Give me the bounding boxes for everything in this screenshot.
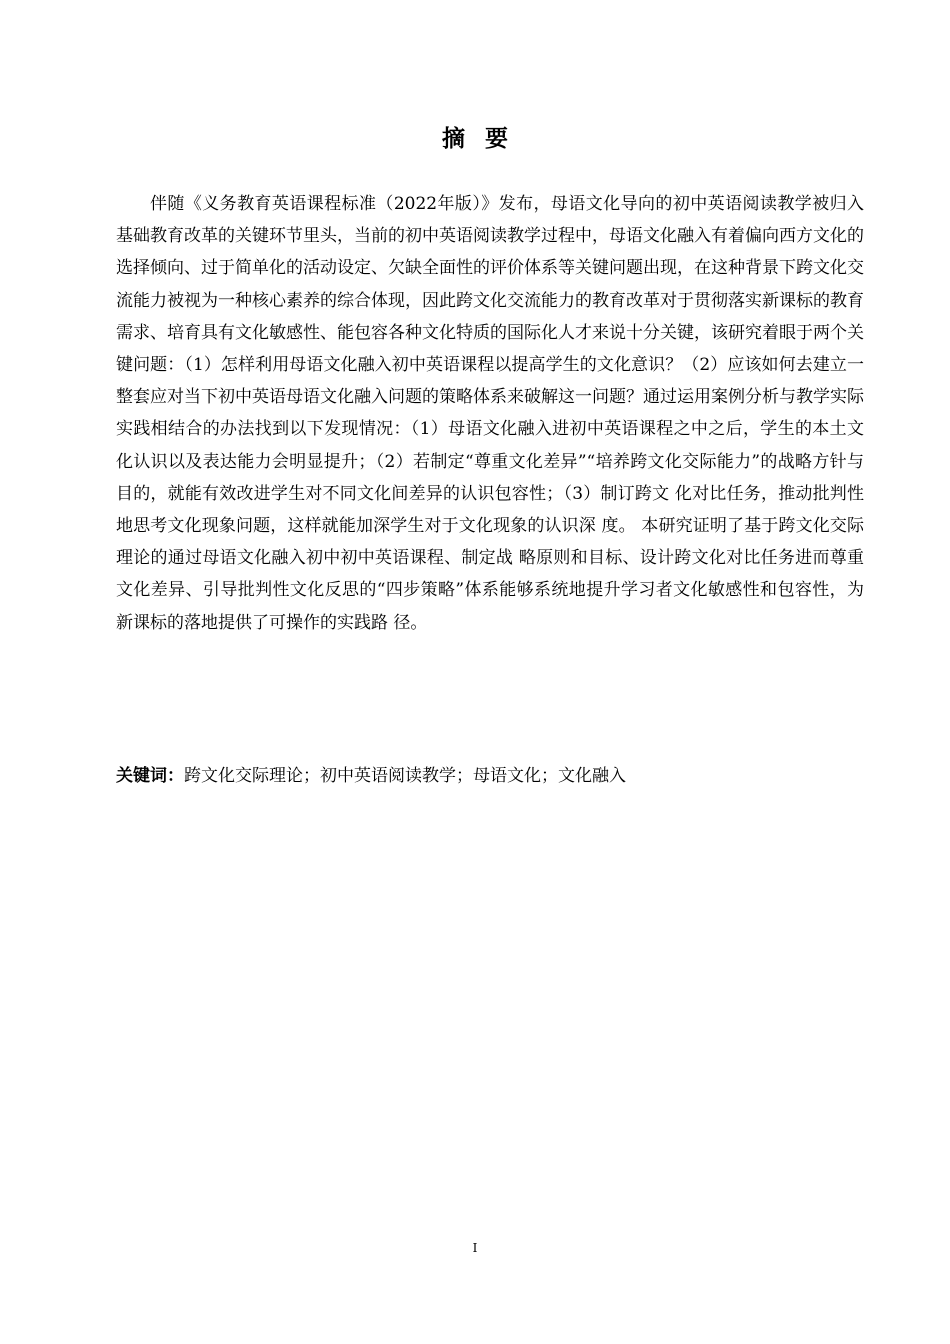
page-title: 摘要 [442, 125, 528, 152]
keywords-label: 关键词： [116, 766, 184, 786]
keywords-line [116, 760, 864, 792]
keywords-text: 跨文化交际理论；初中英语阅读教学；母语文化；文化融入 [184, 766, 626, 786]
page-number: I [472, 1241, 478, 1255]
abstract-paragraph: 伴随《义务教育英语课程标准（2022年版）》发布，母语文化导向的初中英语阅读教学被归入基础教育改革的关键环节里头，当前的初中英语阅读教学过程中，母语文化融入有着偏向西方文化的选择倾向、过于简单化的活动设定、欠缺全面性的评价体系等关键问题出现，在这种背景下跨文化交流能力被视为一种核心素养的综合体现，因此跨文化交流能力的教育改革对于贯彻落实新课标的教育需求、培育具有文化敏感性、能包容各种文化特质的国际化人才来说十分关键，该研究着眼于两个关键问题：（1）怎样利用母语文化融入初中英语课程以提高学生的文化意识？（2）应该如何去建立一整套应对当下初中英语母语文化融入问题的策略体系来破解这一问题？通过运用案例分析与教学实际 实践相结合的办法找到以下发现情况：（1）母语文化融入进初中英语课程之中之后，学生的本土文化认识以及表达能力会明显提升；（2）若制定“尊重文化差异”“培养跨文化交际能力”的战略方针与目的，就能有效改进学生对不同文化间差异的认识包容性；（3）制订跨文 化对比任务，推动批判性地思考文化现象问题，这样就能加深学生对于文化现象的认识深 度。 本研究证明了基于跨文化交际理论的通过母语文化融入初中初中英语课程、制定战 略原则和目标、设计跨文化对比任务进而尊重文化差异、引导批判性文化反思的“四步策略”体系能够系统地提升学习者文化敏感性和包容性，为新课标的落地提供了可操作的实践路 径。 [116, 194, 864, 633]
